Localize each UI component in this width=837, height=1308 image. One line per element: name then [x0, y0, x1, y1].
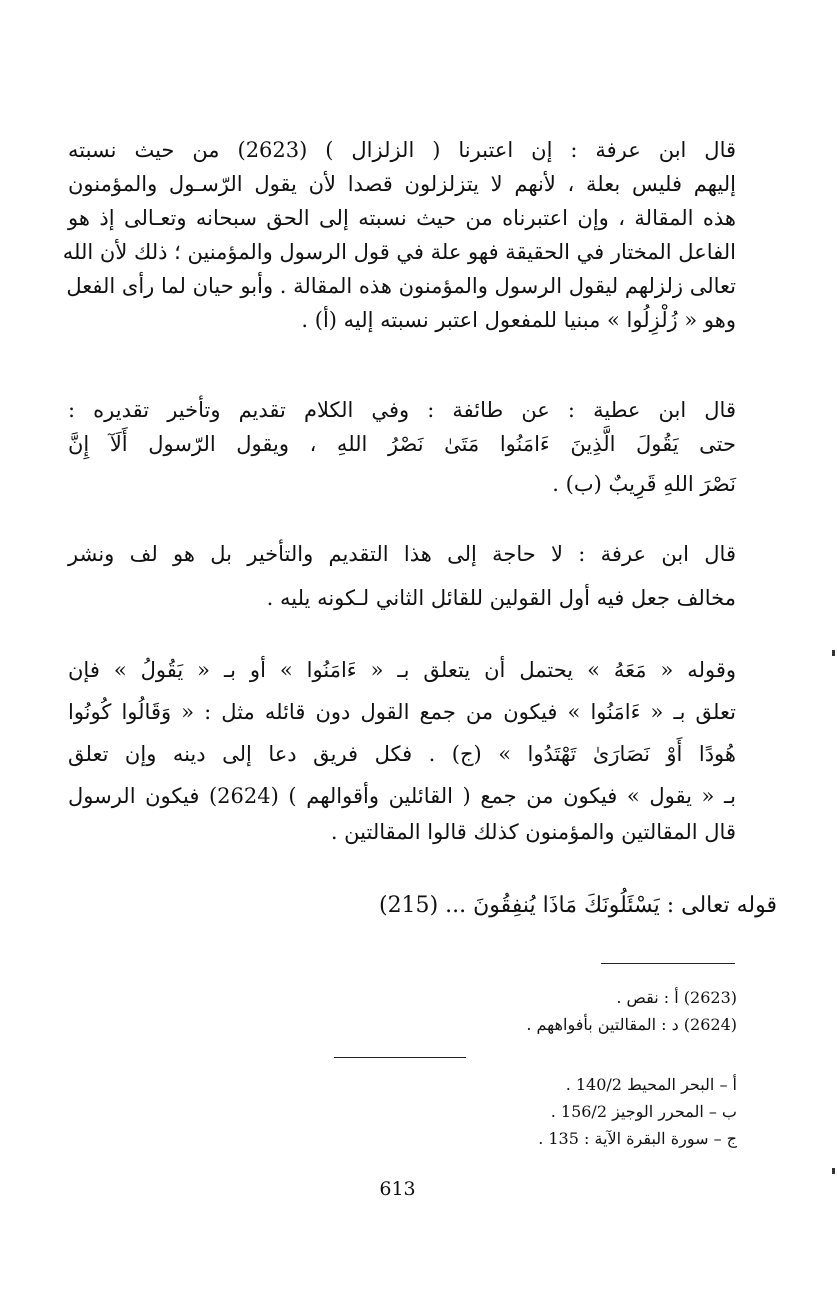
footnote-item: أ – البحر المحيط 140/2 .	[565, 1075, 737, 1094]
page-number: 613	[379, 1178, 416, 1200]
text-line: وهو « زُلْزِلُوا » مبنيا للمفعول اعتبر نسبته إليه (أ) .	[301, 308, 736, 332]
text-line: هُودًا أَوْ نَصَارَىٰ تَهْتَدُوا » (ج) . فكل فريق دعا إلى دينه وإن تعلق	[68, 742, 736, 766]
verse-heading: قوله تعالى : يَسْئَلُونَكَ مَاذَا يُنفِقُونَ ... (215)	[378, 893, 777, 918]
text-line: تعلق بـ « ءَامَنُوا » فيكون من جمع القول دون قائله مثل : « وَقَالُوا كُونُوا	[68, 700, 736, 724]
text-line: مخالف جعل فيه أول القولين للقائل الثاني لـكونه يليه .	[266, 586, 736, 610]
text-line: هذه المقالة ، وإن اعتبرناه من حيث نسبته إلى الحق سبحانه وتعـالى إذ هو	[68, 206, 736, 230]
footnote-divider	[601, 963, 735, 964]
footnote-item: (2623) أ : نقص .	[616, 988, 737, 1007]
text-line: قال ابن عرفة : لا حاجة إلى هذا التقديم والتأخير بل هو لف ونشر	[68, 542, 736, 566]
paragraph-2	[68, 393, 736, 501]
text-line: نَصْرَ اللهِ قَرِيبٌ (ب) .	[552, 472, 736, 496]
text-line: وقوله « مَعَهُ » يحتمل أن يتعلق بـ « ءَامَنُوا » أو بـ « يَقُولُ » فإن	[68, 658, 736, 682]
scan-edge-mark	[832, 1168, 835, 1174]
text-line: تعالى زلزلهم ليقول الرسول والمؤمنون هذه المقالة . وأبو حيان لما رأى الفعل	[66, 274, 736, 298]
footnote-item: ج – سورة البقرة الآية : 135 .	[538, 1129, 737, 1148]
paragraph-1	[62, 133, 737, 337]
text-line: الفاعل المختار في الحقيقة فهو علة في قول الرسول والمؤمنين ؛ ذلك لأن الله	[62, 240, 736, 264]
footnote-item: (2624) د : المقالتين بأفواههم .	[526, 1015, 737, 1034]
source-footnotes	[538, 1071, 737, 1152]
footnote-item: ب – المحرر الوجيز 156/2 .	[550, 1102, 737, 1121]
text-line: قال ابن عطية : عن طائفة : وفي الكلام تقديم وتأخير تقديره :	[68, 398, 736, 422]
paragraph-3	[68, 537, 736, 615]
source-divider	[334, 1057, 466, 1058]
paragraph-4	[68, 653, 736, 849]
text-line: بـ « يقول » فيكون من جمع ( القائلين وأقوالهم ) (2624) فيكون الرسول	[68, 784, 736, 808]
text-line: قال المقالتين والمؤمنون كذلك قالوا المقالتين .	[330, 820, 736, 844]
text-line: إليهم فليس بعلة ، لأنهم لا يتزلزلون قصدا لأن يقول الرّسـول والمؤمنون	[68, 172, 736, 196]
text-line: قال ابن عرفة : إن اعتبرنا ( الزلزال ) (2623) من حيث نسبته	[68, 138, 737, 162]
scan-edge-mark	[832, 650, 835, 656]
variant-footnotes	[526, 984, 737, 1038]
text-line: حتى يَقُولَ الَّذِينَ ءَامَنُوا مَتَىٰ نَصْرُ اللهِ ، ويقول الرّسول أَلَآ إِنَّ	[68, 432, 736, 456]
